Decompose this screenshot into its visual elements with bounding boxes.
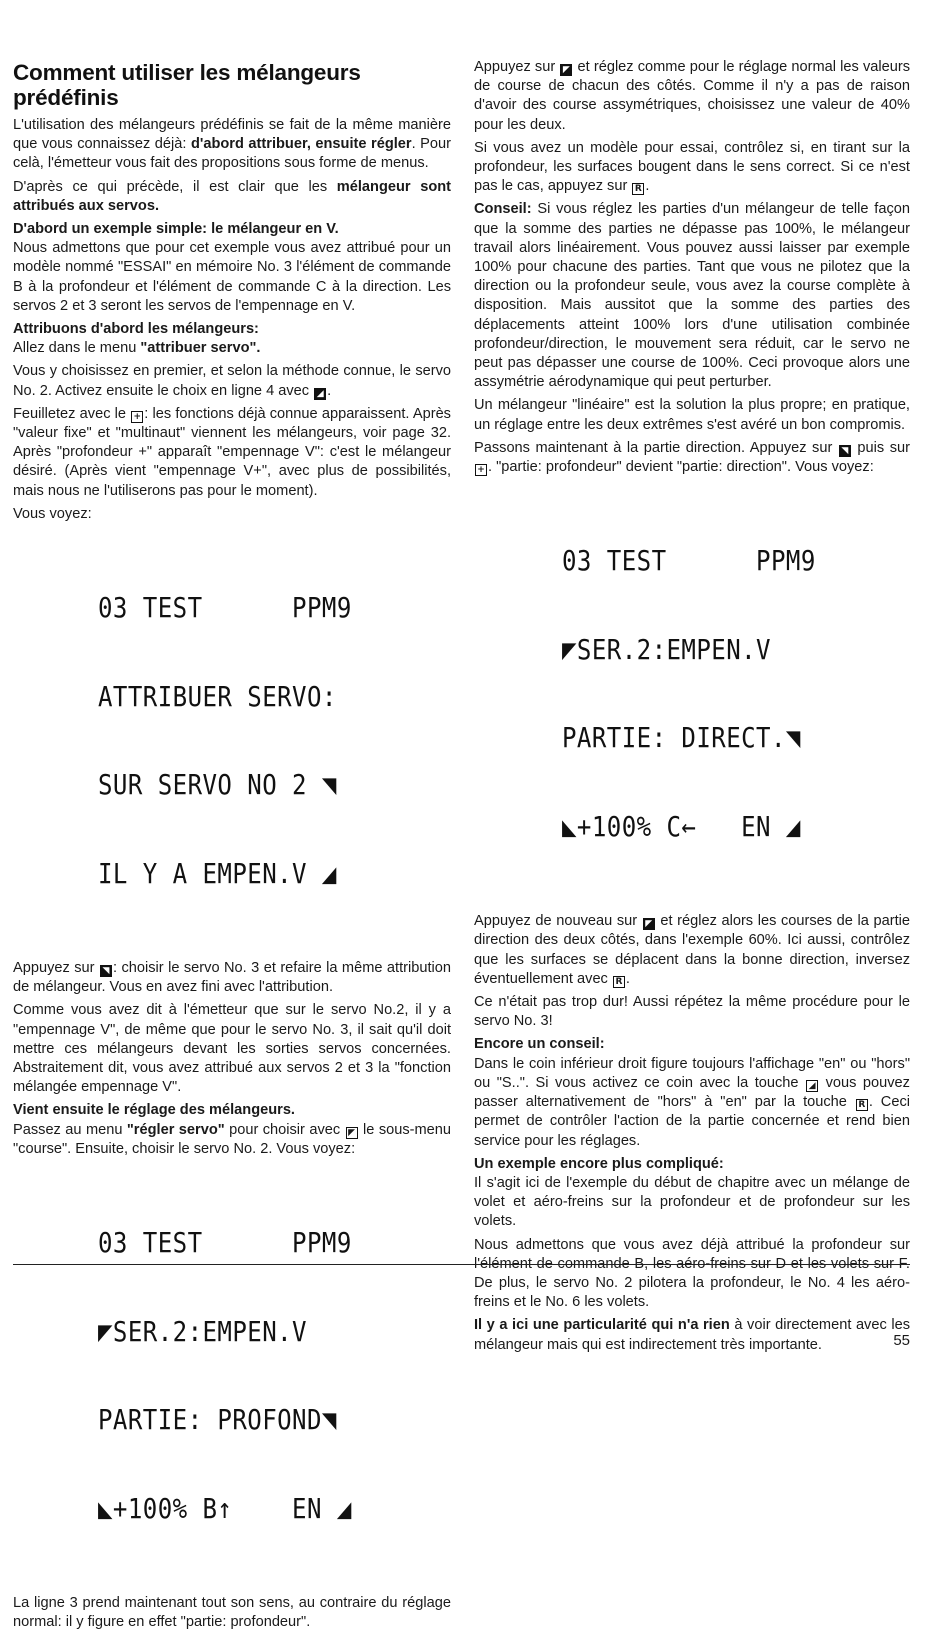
lcd-line: SUR SERVO NO 2 ◥ — [98, 768, 337, 802]
select-key-icon: ◤ — [346, 1127, 358, 1139]
lcd-line: ◣+100% B↑ EN ◢ — [98, 1491, 352, 1525]
lcd-line: PARTIE: PROFOND◥ — [98, 1403, 337, 1437]
text: le sous-menu "course". Ensuite, choisir le servo No. 2. Vous voyez: — [13, 1121, 452, 1157]
lcd-line: ◤SER.2:EMPEN.V — [98, 1314, 307, 1348]
text: D'après ce qui précède, il est clair que les — [13, 178, 337, 195]
plus-key-icon: + — [131, 411, 143, 423]
paragraph: Comme vous avez dit à l'émetteur que sur le servo No.2, il y a "empennage V", de même que pour le servo No. 3, il sait qu'il doit mettre ces mélangeurs devant les sorties servos concernées. Abstraitement dit, vous avez attribué aux servos 2 et 3 la "fonction mélangée empennage V". — [13, 1002, 451, 1096]
lcd-line: PARTIE: DIRECT.◥ — [562, 721, 801, 755]
lcd-line: 03 TEST PPM9 — [562, 544, 816, 578]
paragraph — [13, 1121, 451, 1159]
right-column — [474, 58, 910, 1359]
text: . — [645, 178, 650, 195]
text: Appuyez sur — [13, 960, 95, 977]
left-key-icon: ◤ — [643, 918, 655, 930]
paragraph — [474, 439, 910, 477]
text: Feuilletez avec le — [13, 405, 127, 422]
left-column — [13, 58, 451, 1637]
text: Appuyez sur — [474, 59, 556, 75]
reverse-key-icon: R — [632, 183, 644, 195]
reverse-key-icon: R — [856, 1099, 868, 1111]
text: à voir directement avec les mélangeur mais qui est indirectement très importante. — [474, 1317, 910, 1353]
paragraph: Vous voyez: — [13, 505, 92, 522]
text: . Pour celà, l'émetteur vous fait des propositions sous forme de menus. — [13, 136, 452, 172]
right-key-icon: ◥ — [839, 445, 851, 457]
text: Si vous réglez les parties d'un mélangeur de telle façon que la somme des parties ne dépasse pas 100%, le mélangeur travail alors linéairement. Vous pouvez aussi laisser par exemple 100% pour chacune des parties. Tant que vous ne pilotez que la direction ou la profondeur seule, vous avez la course complète à disposition. Mais aussitot que la somme des parties des déplacements atteint 100% lors d'une utilisation combinée profondeur/direction, le mouvement sera réduit, car le servo ne peut pas dépasser une course de 100%. Ceci provoque alors une assymétrie aérodynamique qui peut perturber. — [474, 201, 910, 391]
left-key-icon: ◤ — [560, 64, 572, 76]
lcd-line: IL Y A EMPEN.V ◢ — [98, 856, 337, 890]
text: . "partie: profondeur" devient "partie: direction". Vous voyez: — [488, 459, 874, 476]
paragraph: Il s'agit ici de l'exemple du début de chapitre avec un mélange de volet et aéro-freins sur la profondeur et de profondeur sur les volets. — [474, 1174, 910, 1230]
text: . — [625, 970, 630, 987]
text: Appuyez de nouveau sur — [474, 913, 638, 930]
paragraph: La ligne 3 prend maintenant tout son sens, au contraire du réglage normal: il y figure en effet "partie: profondeur". — [13, 1595, 451, 1631]
lcd-line: 03 TEST PPM9 — [98, 1226, 352, 1260]
right-key-icon: ◥ — [100, 965, 112, 977]
paragraph — [13, 339, 451, 358]
text: Dans le coin inférieur droit figure toujours l'affichage "en" ou "hors" ou "S..". Si vous activez ce coin avec la touche — [474, 1055, 910, 1091]
bold-text: Il y a ici une particularité qui n'a rien — [474, 1317, 730, 1334]
text: puis sur — [857, 439, 910, 456]
page-number: 55 — [893, 1332, 910, 1349]
section-title: Comment utiliser les mélangeurs prédéfinis — [13, 60, 361, 110]
bold-text: "attribuer servo". — [140, 340, 261, 357]
plus-key-icon: + — [475, 464, 487, 476]
lcd-display — [98, 534, 402, 947]
text: Allez dans le menu — [13, 340, 141, 357]
lcd-line: ◣+100% C← EN ◢ — [562, 809, 801, 843]
enter-key-icon: ◢ — [806, 1080, 818, 1092]
reverse-key-icon: R — [613, 976, 625, 988]
subheading: D'abord un exemple simple: le mélangeur en V. — [13, 221, 339, 238]
paragraph — [13, 959, 451, 997]
paragraph — [474, 1316, 910, 1354]
lcd-display — [98, 1169, 402, 1582]
enter-key-icon: ◢ — [314, 388, 326, 400]
subheading: Encore un conseil: — [474, 1036, 605, 1053]
paragraph — [13, 405, 451, 501]
text: Passons maintenant à la partie direction. Appuyez sur — [474, 439, 833, 456]
text: Si vous avez un modèle pour essai, contrôlez si, en tirant sur la profondeur, les surfaces bougent dans le sens correct. Si ce n'est pas le cas, appuyez sur — [474, 139, 910, 195]
paragraph — [474, 58, 910, 135]
footer-divider — [13, 1264, 910, 1265]
paragraph: Nous admettons que pour cet exemple vous avez attribué pour un modèle nommé "ESSAI" en mémoire No. 3 l'élément de commande B à la profondeur et l'élément de commande C à la direction. Les servos 2 et 3 seront les servos de l'empennage en V. — [13, 240, 451, 314]
subheading: Attribuons d'abord les mélangeurs: — [13, 321, 259, 338]
text: et réglez alors les courses de la partie direction des deux côtés, dans l'exemple 60%. Ici aussi, contrôlez que les surfaces se déplacent dans la bonne direction, inversez éventuellement avec — [474, 913, 910, 987]
text: pour choisir avec — [224, 1121, 341, 1138]
paragraph — [13, 178, 451, 216]
lcd-line: 03 TEST PPM9 — [98, 591, 352, 625]
text: et réglez comme pour le réglage normal les valeurs de course de chacun des côtés. Comme il n'y a pas de raison d'avoir des course assymétriques, choisissez une valeur de 40% pour les deux. — [474, 59, 911, 133]
bold-text: mélangeur sont attribués aux servos. — [13, 178, 452, 214]
paragraph — [474, 200, 910, 392]
bold-text: d'abord attribuer, ensuite régler — [190, 136, 412, 153]
lcd-display — [562, 487, 861, 900]
bold-text: Conseil: — [474, 201, 532, 218]
paragraph — [474, 912, 910, 989]
text: : les fonctions déjà connue apparaissent. Après "valeur fixe" et "multinaut" viennent les mélangeurs, voir page 32. Après "profondeur +" apparaît "empennage V": c'est le mélangeur désiré. (Après vient "empennage V+", avec plus de possibilités, mais nous ne l'utiliserons pas pour le moment). — [13, 405, 451, 499]
subheading: Un exemple encore plus compliqué: — [474, 1155, 724, 1172]
paragraph — [474, 1055, 910, 1151]
paragraph: Un mélangeur "linéaire" est la solution la plus propre; en pratique, un réglage entre les deux extrêmes s'est avéré un bon compromis. — [474, 397, 910, 433]
text: Vous y choisissez en premier, et selon la méthode connue, le servo No. 2. Activez ensuite le choix en ligne 4 avec — [13, 363, 451, 399]
paragraph — [13, 116, 451, 174]
text: Passez au menu — [13, 1121, 127, 1138]
lcd-line: ATTRIBUER SERVO: — [98, 679, 337, 713]
text: : choisir le servo No. 3 et refaire la même attribution de mélangeur. Vous en avez fini avec l'attribution. — [13, 960, 451, 996]
text: . Ceci permet de contrôler l'action de la partie concernée et rend bien service pour les réglages. — [474, 1094, 910, 1149]
paragraph: Vous y choisissez en premier, et selon la méthode connue, le servo No. 2. Activez ensuite le choix en ligne 4 avec ◢ . — [13, 363, 451, 399]
text: vous pouvez passer alternativement de "hors" à "en" par la touche — [474, 1074, 910, 1111]
subheading: Vient ensuite le réglage des mélangeurs. — [13, 1102, 295, 1119]
text: L'utilisation des mélangeurs prédéfinis se fait de la même manière que vous connaissez déjà: — [13, 117, 451, 153]
paragraph — [474, 139, 910, 197]
lcd-line: ◤SER.2:EMPEN.V — [562, 632, 771, 666]
bold-text: "régler servo" — [126, 1121, 225, 1138]
paragraph: Nous admettons que vous avez déjà attribué la profondeur sur l'élément de commande B, les aéro-freins sur D et les volets sur F. De plus, le servo No. 2 pilotera la profondeur, le No. 4 les aéro-freins et le No. 6 les volets. — [474, 1236, 910, 1311]
paragraph: Ce n'était pas trop dur! Aussi répétez la même procédure pour le servo No. 3! — [474, 994, 910, 1030]
